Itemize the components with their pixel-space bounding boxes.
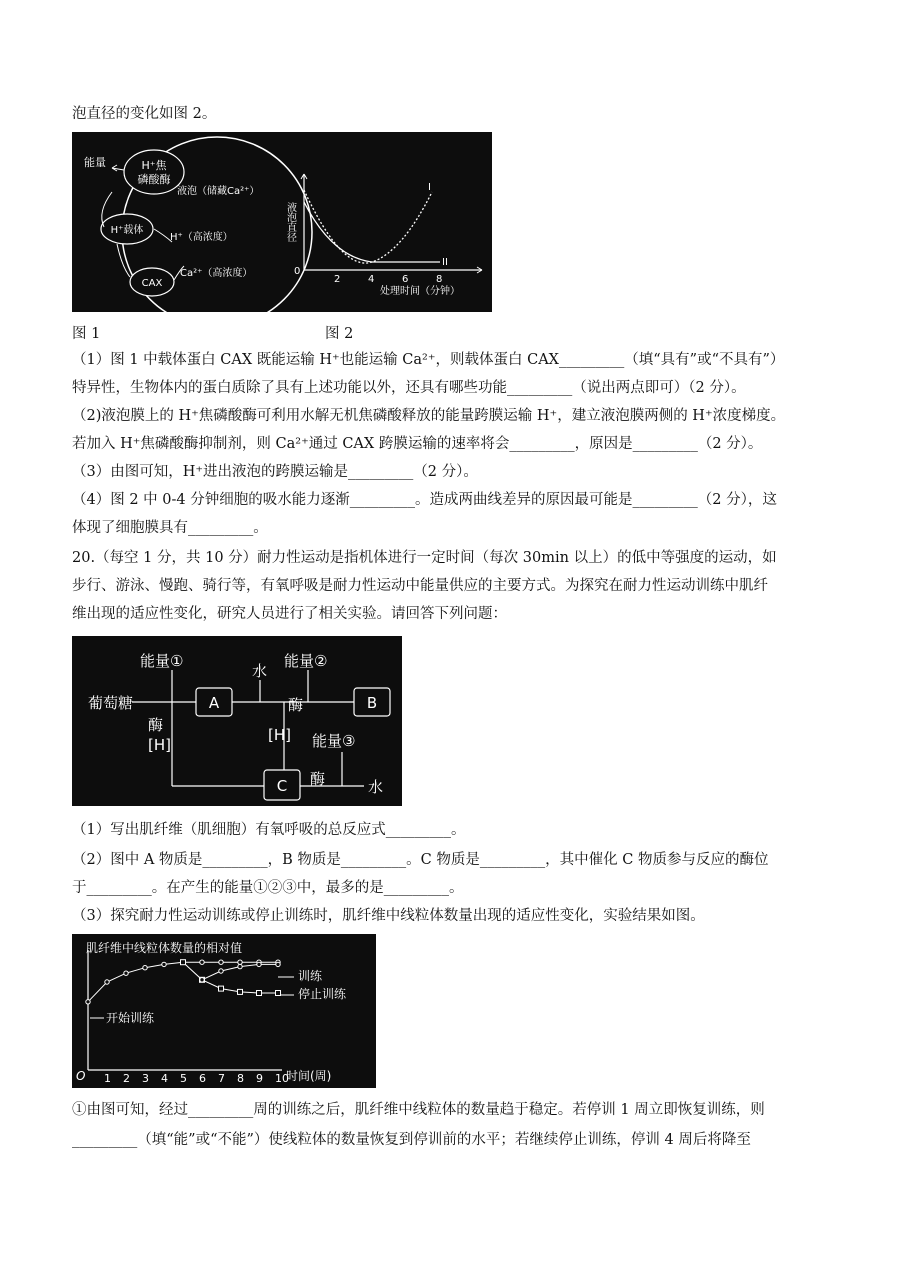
figure-1-2 — [72, 132, 492, 312]
figure-2-caption: 图 2 — [325, 326, 354, 342]
chart-point-s1-3 — [238, 989, 243, 994]
q1-line-1: （1）图 1 中载体蛋白 CAX 既能运输 H⁺也能运输 Ca²⁺，则载体蛋白 CAX_________（填“具有”或“不具有”） — [72, 352, 785, 368]
fig2-tick-2: 2 — [334, 274, 341, 285]
energy-2-label: 能量② — [284, 652, 328, 670]
chart-point-s1-2 — [219, 986, 224, 991]
h-2-label: [H] — [268, 726, 291, 744]
mitochondria-chart-svg — [72, 934, 376, 1088]
chart-annotation: 开始训练 — [106, 1011, 155, 1025]
h-high-label: H⁺（高浓度） — [170, 232, 233, 243]
pump-label-2: 磷酸酶 — [137, 173, 171, 186]
pump-label: H⁺焦 — [141, 159, 167, 172]
mitochondria-chart — [72, 934, 376, 1088]
chart-x-tick-7: 7 — [218, 1072, 225, 1085]
carrier-label: H⁺载体 — [110, 225, 144, 236]
chart-point-s0-0 — [86, 1000, 90, 1004]
fig2-tick-8: 8 — [436, 274, 443, 285]
chart-point-s0-6 — [200, 960, 204, 964]
chart-point-s2-0 — [200, 978, 204, 982]
chart-point-s2-1 — [219, 969, 223, 973]
s3-q1-line-1: ①由图可知，经过_________周的训练之后，肌纤维中线粒体的数量趋于稳定。若停训 1 周立即恢复训练，则 — [72, 1102, 765, 1118]
intro-text: 泡直径的变化如图 2。 — [72, 106, 217, 122]
chart-x-tick-8: 8 — [237, 1072, 244, 1085]
water-out-label: 水 — [368, 778, 384, 796]
pump-ellipse — [124, 150, 184, 194]
chart-x-tick-1: 1 — [104, 1072, 111, 1085]
q4-line-2: 体现了细胞膜具有_________。 — [72, 520, 268, 536]
box-a-label: A — [208, 694, 220, 712]
chart-point-s1-0 — [181, 960, 186, 965]
chart-x-tick-2: 2 — [123, 1072, 130, 1085]
p20-line-2: 步行、游泳、慢跑、骑行等，有氧呼吸是耐力性运动中能量供应的主要方式。为探究在耐力性运动训练中肌纤 — [72, 578, 768, 594]
chart-point-s0-7 — [219, 960, 223, 964]
s3-q1-line-2: _________（填“能”或“不能”）使线粒体的数量恢复到停训前的水平；若继续停止训练，停训 4 周后将降至 — [72, 1132, 751, 1148]
chart-x-tick-6: 6 — [199, 1072, 206, 1085]
figure-respiration — [72, 636, 402, 806]
legend-stop: 停止训练 — [298, 987, 347, 1001]
chart-series-line-1 — [183, 962, 278, 993]
chart-x-tick-5: 5 — [180, 1072, 187, 1085]
chart-x-tick-4: 4 — [161, 1072, 168, 1085]
q4-line-1: （4）图 2 中 0-4 分钟细胞的吸水能力逐渐_________。造成两曲线差异的原因最可能是_________（2 分），这 — [72, 492, 777, 508]
box-c-label: C — [276, 777, 288, 795]
s2-line-1: （2）图中 A 物质是_________，B 物质是_________。C 物质是_________，其中催化 C 物质参与反应的酶位 — [72, 852, 769, 868]
enzyme-2-label: 酶 — [288, 696, 304, 714]
fig2-ylabel: 液泡直径 — [284, 202, 296, 242]
chart-point-s1-5 — [276, 991, 281, 996]
energy-3-label: 能量③ — [312, 732, 356, 750]
q2-line-2: 若加入 H⁺焦磷酸酶抑制剂，则 Ca²⁺通过 CAX 跨膜运输的速率将会_________，原因是_________（2 分）。 — [72, 436, 763, 452]
water-in-label: 水 — [252, 662, 268, 680]
fig2-curve-1-label: I — [428, 182, 431, 193]
chart-point-s1-4 — [257, 991, 262, 996]
fig2-curve-2-label: II — [442, 257, 448, 268]
p20-line-3: 维出现的适应性变化，研究人员进行了相关实验。请回答下列问题： — [72, 606, 507, 622]
fig2-xlabel: 处理时间（分钟） — [380, 286, 460, 297]
p20-line-1: 20.（每空 1 分，共 10 分）耐力性运动是指机体进行一定时间（每次 30min 以上）的低中等强度的运动，如 — [72, 550, 777, 566]
s1-line: （1）写出肌纤维（肌细胞）有氧呼吸的总反应式_________。 — [72, 822, 466, 838]
q1-line-2: 特异性，生物体内的蛋白质除了具有上述功能以外，还具有哪些功能_________（说出两点即可）（2 分）。 — [72, 380, 746, 396]
fig2-curve-2 — [304, 202, 440, 262]
s3-line: （3）探究耐力性运动训练或停止训练时，肌纤维中线粒体数量出现的适应性变化，实验结果如图。 — [72, 908, 705, 924]
figure-1-caption: 图 1 — [72, 326, 101, 342]
box-b-label: B — [366, 694, 378, 712]
chart-point-s0-1 — [105, 980, 109, 984]
q2-line-1: （2)液泡膜上的 H⁺焦磷酸酶可利用水解无机焦磷酸释放的能量跨膜运输 H⁺，建立液泡膜两侧的 H⁺浓度梯度。 — [72, 408, 786, 424]
ca-high-label: Ca²⁺（高浓度） — [180, 268, 253, 279]
chart-point-s2-2 — [238, 964, 242, 968]
fig2-curve-1 — [304, 190, 432, 263]
chart-point-s2-3 — [257, 962, 261, 966]
chart-point-s0-8 — [238, 960, 242, 964]
chart-x-tick-3: 3 — [142, 1072, 149, 1085]
figure-1-2-svg — [72, 132, 492, 312]
chart-x-tick-9: 9 — [256, 1072, 263, 1085]
chart-point-s0-2 — [124, 971, 128, 975]
fig2-tick-0: 0 — [294, 266, 301, 277]
fig2-tick-4: 4 — [368, 274, 375, 285]
q3-line: （3）由图可知，H⁺进出液泡的跨膜运输是_________（2 分）。 — [72, 464, 478, 480]
enzyme-1-label: 酶 — [148, 716, 164, 734]
figure-respiration-svg — [72, 636, 402, 806]
energy-1-label: 能量① — [140, 652, 184, 670]
legend-train: 训练 — [298, 969, 323, 983]
fig2-tick-6: 6 — [402, 274, 409, 285]
s2-line-2: 于_________。在产生的能量①②③中，最多的是_________。 — [72, 880, 464, 896]
h-1-label: [H] — [148, 736, 171, 754]
chart-x-tick-10: 10 — [275, 1072, 289, 1085]
chart-title: 肌纤维中线粒体数量的相对值 — [86, 941, 243, 955]
chart-point-s2-4 — [276, 962, 280, 966]
chart-point-s0-3 — [143, 966, 147, 970]
energy-label: 能量 — [84, 156, 106, 169]
glucose-label: 葡萄糖 — [88, 694, 134, 712]
cax-label: CAX — [141, 278, 163, 289]
enzyme-3-label: 酶 — [310, 770, 326, 788]
chart-origin: O — [76, 1069, 86, 1083]
chart-xlabel: 时间(周) — [286, 1069, 332, 1083]
vacuole-label: 液泡（储藏Ca²⁺） — [177, 186, 260, 197]
chart-series-line-0 — [88, 962, 278, 1002]
chart-point-s0-4 — [162, 962, 166, 966]
